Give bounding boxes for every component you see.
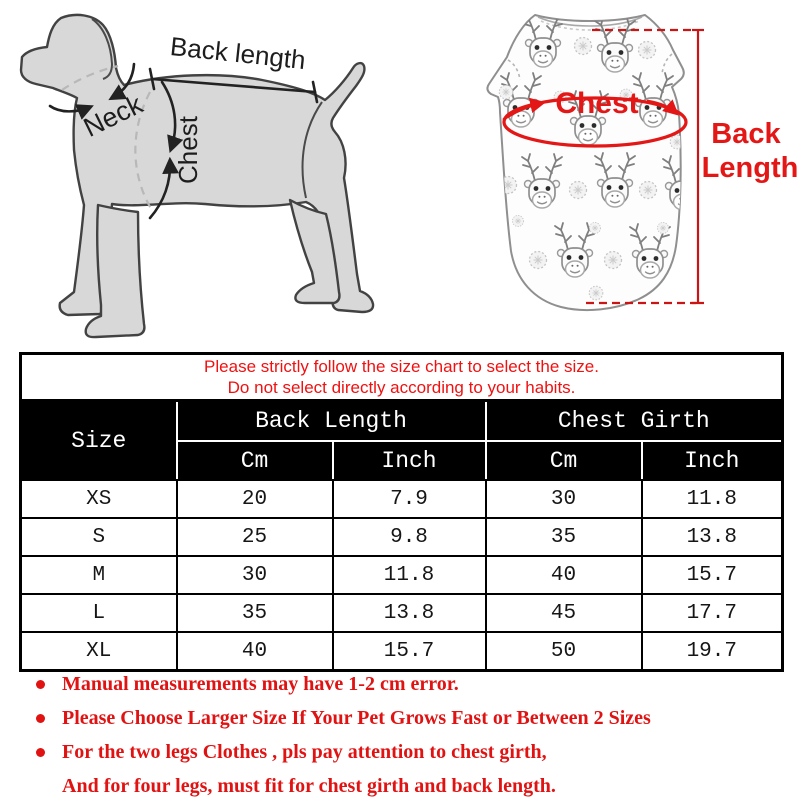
size-chart-table <box>19 352 784 672</box>
cell-chest-cm: 50 <box>486 632 642 670</box>
dog-back-length-label: Back length <box>168 31 308 76</box>
size-warning-line1: Please strictly follow the size chart to select the size. <box>204 357 599 376</box>
note-text: Please Choose Larger Size If Your Pet Grows Fast or Between 2 Sizes <box>62 707 651 729</box>
cell-size: XL <box>21 632 177 670</box>
cell-chest-inch: 15.7 <box>642 556 783 594</box>
note-text: For the two legs Clothes , pls pay attention to chest girth, <box>62 741 547 763</box>
cell-back-inch: 7.9 <box>333 480 486 518</box>
cell-chest-inch: 17.7 <box>642 594 783 632</box>
cell-back-cm: 35 <box>177 594 333 632</box>
cell-chest-cm: 30 <box>486 480 642 518</box>
dog-chest-label: Chest <box>173 116 203 184</box>
header-size: Size <box>21 400 177 480</box>
cell-back-inch: 11.8 <box>333 556 486 594</box>
cell-chest-cm: 40 <box>486 556 642 594</box>
cell-back-cm: 20 <box>177 480 333 518</box>
note-text: And for four legs, must fit for chest girth and back length. <box>62 775 556 797</box>
note-line <box>36 740 781 765</box>
cell-back-cm: 40 <box>177 632 333 670</box>
bullet-icon <box>36 748 45 757</box>
header-back-cm: Cm <box>177 441 333 480</box>
table-row-xs <box>21 480 783 518</box>
table-row-l <box>21 594 783 632</box>
cell-back-inch: 13.8 <box>333 594 486 632</box>
cell-chest-inch: 11.8 <box>642 480 783 518</box>
note-line <box>36 672 781 697</box>
cell-size: XS <box>21 480 177 518</box>
size-warning-line2: Do not select directly according to your habits. <box>227 378 576 398</box>
vest-size-diagram <box>420 0 800 345</box>
header-chest-girth: Chest Girth <box>486 400 783 441</box>
bullet-icon <box>36 714 45 723</box>
size-chart-section <box>19 352 781 672</box>
vest-chest-label: Chest <box>555 87 639 120</box>
cell-size: M <box>21 556 177 594</box>
note-line <box>36 774 781 799</box>
bullet-icon <box>36 680 45 689</box>
dog-neck-label: Neck <box>78 88 148 143</box>
cell-chest-cm: 45 <box>486 594 642 632</box>
cell-chest-inch: 19.7 <box>642 632 783 670</box>
header-back-length: Back Length <box>177 400 486 441</box>
cell-back-cm: 30 <box>177 556 333 594</box>
cell-chest-inch: 13.8 <box>642 518 783 556</box>
header-chest-inch: Inch <box>642 441 783 480</box>
size-warning <box>21 354 783 401</box>
cell-size: S <box>21 518 177 556</box>
header-back-inch: Inch <box>333 441 486 480</box>
header-chest-cm: Cm <box>486 441 642 480</box>
table-row-m <box>21 556 783 594</box>
dog-measurement-diagram <box>0 0 420 345</box>
cell-back-inch: 15.7 <box>333 632 486 670</box>
cell-back-cm: 25 <box>177 518 333 556</box>
measurement-notes <box>36 672 781 800</box>
cell-back-inch: 9.8 <box>333 518 486 556</box>
cell-chest-cm: 35 <box>486 518 642 556</box>
note-line <box>36 706 781 731</box>
note-text: Manual measurements may have 1-2 cm error. <box>62 673 459 695</box>
cell-size: L <box>21 594 177 632</box>
vest-back-length-label: Back Length <box>701 118 799 184</box>
table-row-s <box>21 518 783 556</box>
table-row-xl <box>21 632 783 670</box>
